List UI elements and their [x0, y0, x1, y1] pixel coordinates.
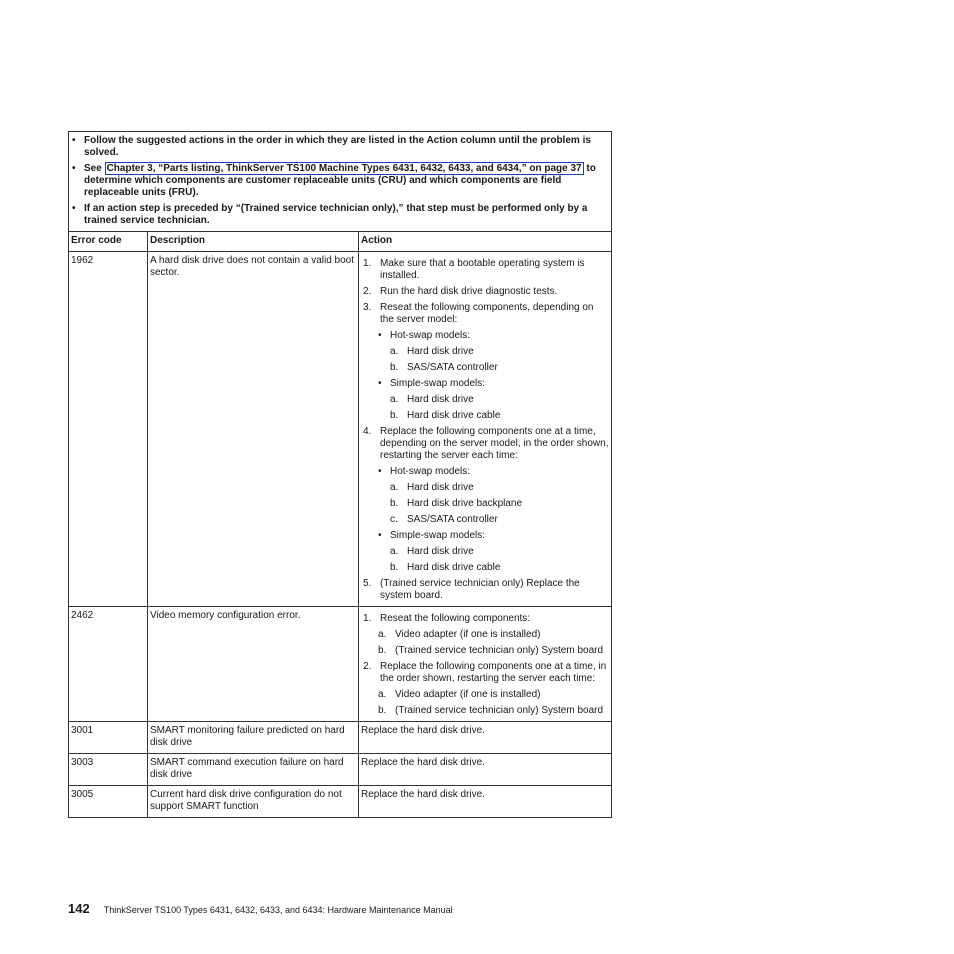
- chapter-3-link[interactable]: Chapter 3, “Parts listing, ThinkServer TS100 Machine Types 6431, 6432, 6433, and 6434,” on page 37: [106, 163, 582, 174]
- table-row: [69, 722, 612, 754]
- list-item: 1. Make sure that a bootable operating system is installed.: [363, 258, 585, 281]
- error-code-cell: 3003: [69, 754, 148, 786]
- action-cell: [359, 607, 612, 722]
- error-code-cell: 3005: [69, 786, 148, 818]
- list-item: b. (Trained service technician only) System board: [378, 645, 604, 656]
- table-row: [69, 754, 612, 786]
- table-row: [69, 607, 612, 722]
- bullet-icon: •: [72, 135, 76, 146]
- bullet-icon: •: [378, 378, 382, 389]
- list-item: 1. Reseat the following components:: [363, 613, 531, 624]
- notes-row: [69, 132, 612, 232]
- list-item: 2. Replace the following components one at a time, in the order shown, restarting the server each time:: [363, 661, 607, 684]
- list-item: a. Video adapter (if one is installed): [378, 629, 541, 640]
- description-cell: SMART monitoring failure predicted on hard disk drive: [148, 722, 359, 754]
- error-code-cell: 2462: [69, 607, 148, 722]
- list-item: 3. Reseat the following components, depending on the server model:: [363, 302, 594, 325]
- list-item: a. Video adapter (if one is installed): [378, 689, 541, 700]
- list-item: • Simple-swap models:: [378, 530, 486, 541]
- description-cell: Current hard disk drive configuration do not support SMART function: [148, 786, 359, 818]
- list-item: c. SAS/SATA controller: [390, 514, 498, 525]
- list-item: b. Hard disk drive cable: [390, 410, 501, 421]
- header-action: Action: [359, 232, 612, 252]
- table-row: [69, 252, 612, 607]
- list-item: a. Hard disk drive: [390, 394, 474, 405]
- list-item: b. SAS/SATA controller: [390, 362, 498, 373]
- list-item: b. Hard disk drive backplane: [390, 498, 523, 509]
- action-cell: Replace the hard disk drive.: [359, 754, 612, 786]
- action-cell: [359, 252, 612, 607]
- table-row: [69, 786, 612, 818]
- action-cell: Replace the hard disk drive.: [359, 722, 612, 754]
- note-item: • If an action step is preceded by “(Trained service technician only),” that step must be performed only by a trained service technician.: [72, 203, 588, 226]
- list-item: 4. Replace the following components one at a time, depending on the server model, in the order shown, restarting the server each time:: [363, 426, 609, 461]
- list-item: • Simple-swap models:: [378, 378, 486, 389]
- bullet-icon: •: [378, 330, 382, 341]
- bullet-icon: •: [72, 163, 76, 174]
- header-error-code: Error code: [69, 232, 148, 252]
- manual-title: ThinkServer TS100 Types 6431, 6432, 6433, and 6434: Hardware Maintenance Manual: [103, 905, 453, 915]
- header-row: [69, 232, 612, 252]
- list-item: b. Hard disk drive cable: [390, 562, 501, 573]
- action-cell: Replace the hard disk drive.: [359, 786, 612, 818]
- list-item: 5. (Trained service technician only) Replace the system board.: [363, 578, 580, 601]
- error-code-cell: 1962: [69, 252, 148, 607]
- list-item: a. Hard disk drive: [390, 346, 474, 357]
- notes-cell: [69, 132, 612, 232]
- note-item: • See Chapter 3, “Parts listing, ThinkServer TS100 Machine Types 6431, 6432, 6433, and 6434,” on page 37 to determine which components are customer replaceable units (CRU) and which components are field replaceable units (FRU).: [72, 163, 596, 198]
- error-code-table: [68, 131, 612, 818]
- description-cell: SMART command execution failure on hard disk drive: [148, 754, 359, 786]
- list-item: • Hot-swap models:: [378, 330, 471, 341]
- note-item: • Follow the suggested actions in the order in which they are listed in the Action column until the problem is solved.: [72, 135, 591, 158]
- list-item: a. Hard disk drive: [390, 546, 474, 557]
- bullet-icon: •: [378, 466, 382, 477]
- list-item: b. (Trained service technician only) System board: [378, 705, 604, 716]
- list-item: a. Hard disk drive: [390, 482, 474, 493]
- header-description: Description: [148, 232, 359, 252]
- page-number: 142: [68, 901, 90, 916]
- description-cell: Video memory configuration error.: [148, 607, 359, 722]
- bullet-icon: •: [378, 530, 382, 541]
- error-code-cell: 3001: [69, 722, 148, 754]
- description-cell: A hard disk drive does not contain a valid boot sector.: [148, 252, 359, 607]
- list-item: • Hot-swap models:: [378, 466, 471, 477]
- bullet-icon: •: [72, 203, 76, 214]
- page-footer: [68, 901, 453, 916]
- list-item: 2. Run the hard disk drive diagnostic tests.: [363, 286, 558, 297]
